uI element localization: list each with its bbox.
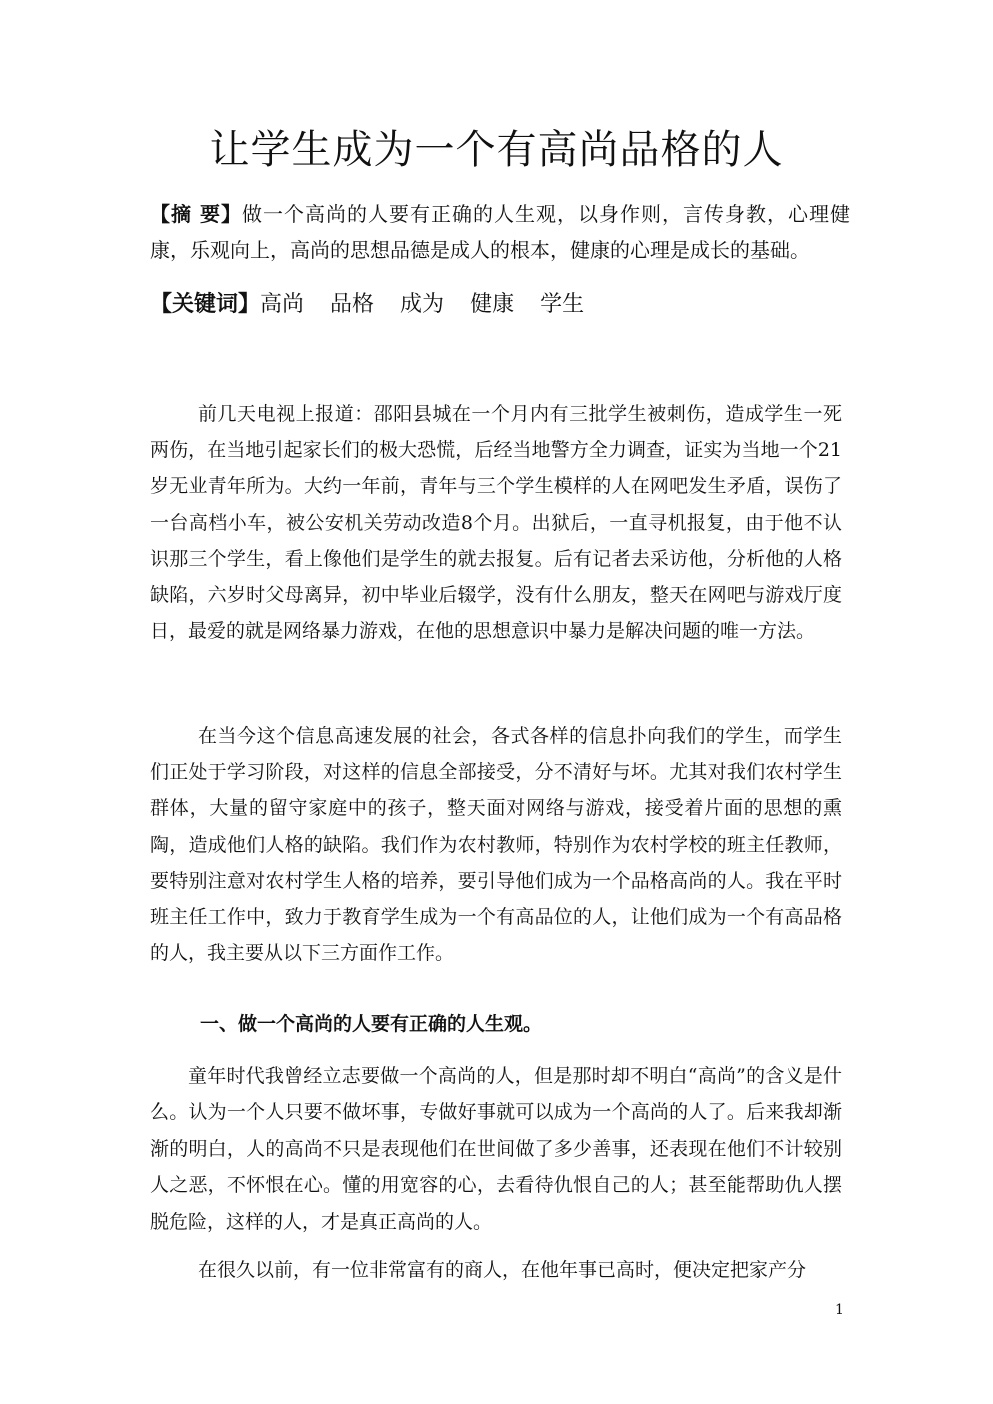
section-heading: 一、做一个高尚的人要有正确的人生观。 (200, 1013, 543, 1035)
abstract-text: 做一个高尚的人要有正确的人生观，以身作则，言传身教，心理健康，乐观向上，高尚的思想品德是成人的根本，健康的心理是成长的基础。 (150, 202, 850, 262)
paragraph: 在当今这个信息高速发展的社会，各式各样的信息扑向我们的学生，而学生们正处于学习阶段，对这样的信息全部接受，分不清好与坏。尤其对我们农村学生群体，大量的留守家庭中的孩子，整天面对网络与游戏，接受着片面的思想的熏陶，造成他们人格的缺陷。我们作为农村教师，特别作为农村学校的班主任教师，要特别注意对农村学生人格的培养，要引导他们成为一个品格高尚的人。我在平时班主任工作中，致力于教育学生成为一个有高品位的人，让他们成为一个有高品格的人，我主要从以下三方面作工作。 (150, 725, 842, 965)
keyword: 品格 (330, 292, 375, 317)
paragraph: 前几天电视上报道：邵阳县城在一个月内有三批学生被刺伤，造成学生一死两伤，在当地引起家长们的极大恐慌，后经当地警方全力调查，证实为当地一个21岁无业青年所为。大约一年前，青年与三个学生模样的人在网吧发生矛盾，误伤了一台高档小车，被公安机关劳动改造8个月。出狱后，一直寻机报复，由于他不认识那三个学生，看上像他们是学生的就去报复。后有记者去采访他，分析他的人格缺陷，六岁时父母离异，初中毕业后辍学，没有什么朋友，整天在网吧与游戏厅度日，最爱的就是网络暴力游戏，在他的思想意识中暴力是解决问题的唯一方法。 (150, 403, 842, 643)
abstract-label: 【摘 要】 (150, 202, 242, 226)
keyword: 高尚 (260, 292, 305, 317)
keyword: 健康 (470, 292, 515, 317)
paragraph: 童年时代我曾经立志要做一个高尚的人，但是那时却不明白“高尚”的含义是什么。认为一个人只要不做坏事，专做好事就可以成为一个高尚的人了。后来我却渐渐的明白，人的高尚不只是表现他们在世间做了多少善事，还表现在他们不计较别人之恶，不怀恨在心。懂的用宽容的心，去看待仇恨自己的人；甚至能帮助仇人摆脱危险，这样的人，才是真正高尚的人。 (150, 1065, 842, 1233)
keyword: 成为 (400, 292, 445, 317)
paragraph: 在很久以前，有一位非常富有的商人，在他年事已高时，便决定把家产分 (198, 1259, 807, 1281)
page-number: 1 (835, 1302, 844, 1318)
abstract (150, 196, 850, 268)
document-title: 让学生成为一个有高尚品格的人 (209, 127, 784, 173)
keyword: 学生 (540, 292, 585, 317)
keywords (150, 284, 850, 325)
keywords-label: 【关键词】 (150, 291, 261, 317)
